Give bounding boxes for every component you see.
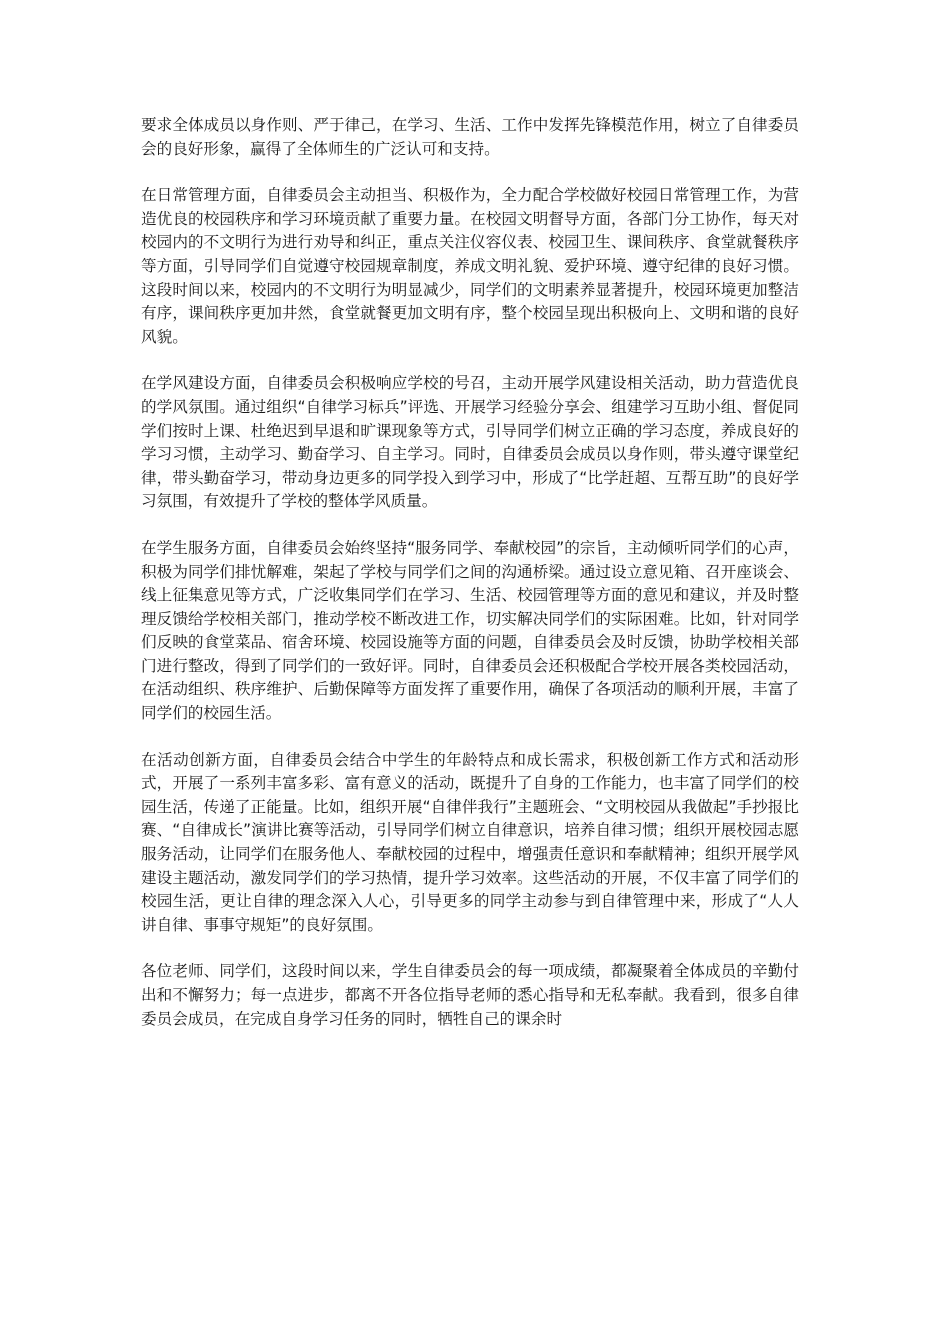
paragraph-daily-management: 在日常管理方面，自律委员会主动担当、积极作为，全力配合学校做好校园日常管理工作，为营造优良的校园秩序和学习环境贡献了重要力量。在校园文明督导方面，各部门分工协作，每天对校园内的不文明行为进行劝导和纠正，重点关注仪容仪表、校园卫生、课间秩序、食堂就餐秩序等方面，引导同学们自觉遵守校园规章制度，养成文明礼貌、爱护环境、遵守纪律的良好习惯。这段时间以来，校园内的不文明行为明显减少，同学们的文明素养显著提升，校园环境更加整洁有序，课间秩序更加井然，食堂就餐更加文明有序，整个校园呈现出积极向上、文明和谐的良好风貌。 bbox=[141, 186, 799, 346]
paragraph-acknowledgement: 各位老师、同学们，这段时间以来，学生自律委员会的每一项成绩，都凝聚着全体成员的辛勤付出和不懈努力；每一点进步，都离不开各位指导老师的悉心指导和无私奉献。我看到，很多自律委员会成员，在完成自身学习任务的同时，牺牲自己的课余时 bbox=[141, 962, 799, 1028]
document-body bbox=[141, 114, 799, 1031]
paragraph-self-discipline-image: 要求全体成员以身作则、严于律己，在学习、生活、工作中发挥先锋模范作用，树立了自律委员会的良好形象，赢得了全体师生的广泛认可和支持。 bbox=[141, 116, 799, 158]
paragraph-student-service: 在学生服务方面，自律委员会始终坚持“服务同学、奉献校园”的宗旨，主动倾听同学们的心声，积极为同学们排忧解难，架起了学校与同学们之间的沟通桥梁。通过设立意见箱、召开座谈会、线上征集意见等方式，广泛收集同学们在学习、生活、校园管理等方面的意见和建议，并及时整理反馈给学校相关部门，推动学校不断改进工作，切实解决同学们的实际困难。比如，针对同学们反映的食堂菜品、宿舍环境、校园设施等方面的问题，自律委员会及时反馈，协助学校相关部门进行整改，得到了同学们的一致好评。同时，自律委员会还积极配合学校开展各类校园活动，在活动组织、秩序维护、后勤保障等方面发挥了重要作用，确保了各项活动的顺利开展，丰富了同学们的校园生活。 bbox=[141, 538, 799, 723]
paragraph-study-atmosphere: 在学风建设方面，自律委员会积极响应学校的号召，主动开展学风建设相关活动，助力营造优良的学风氛围。通过组织“自律学习标兵”评选、开展学习经验分享会、组建学习互助小组、督促同学们按时上课、杜绝迟到早退和旷课现象等方式，引导同学们树立正确的学习态度，养成良好的学习习惯，主动学习、勤奋学习、自主学习。同时，自律委员会成员以身作则，带头遵守课堂纪律，带头勤奋学习，带动身边更多的同学投入到学习中，形成了“比学赶超、互帮互助”的良好学习氛围，有效提升了学校的整体学风质量。 bbox=[141, 374, 799, 511]
paragraph-activity-innovation: 在活动创新方面，自律委员会结合中学生的年龄特点和成长需求，积极创新工作方式和活动形式，开展了一系列丰富多彩、富有意义的活动，既提升了自身的工作能力，也丰富了同学们的校园生活，传递了正能量。比如，组织开展“自律伴我行”主题班会、“文明校园从我做起”手抄报比赛、“自律成长”演讲比赛等活动，引导同学们树立自律意识，培养自律习惯；组织开展校园志愿服务活动，让同学们在服务他人、奉献校园的过程中，增强责任意识和奉献精神；组织开展学风建设主题活动，激发同学们的学习热情，提升学习效率。这些活动的开展，不仅丰富了同学们的校园生活，更让自律的理念深入人心，引导更多的同学主动参与到自律管理中来，形成了“人人讲自律、事事守规矩”的良好氛围。 bbox=[141, 750, 799, 934]
